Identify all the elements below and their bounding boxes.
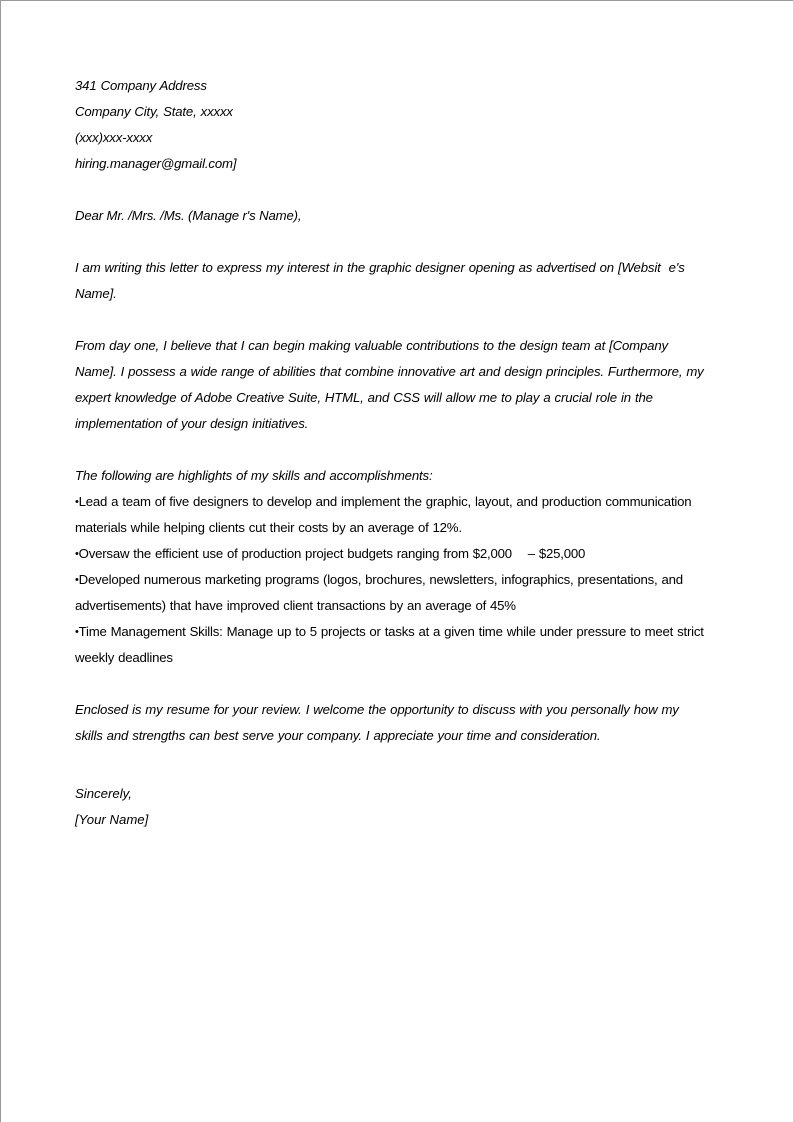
bullet-icon: • xyxy=(75,626,79,638)
salutation: Dear Mr. /Mrs. /Ms. (Manage r's Name), xyxy=(75,208,302,223)
address-line-1: 341 Company Address xyxy=(75,78,207,93)
skills-intro: The following are highlights of my skills and accomplishments: xyxy=(75,468,433,483)
accomplishments-list xyxy=(75,489,707,671)
signature-block xyxy=(75,781,707,833)
email-line: hiring.manager@gmail.com] xyxy=(75,156,237,171)
list-item-text: Lead a team of five designers to develop and implement the graphic, layout, and production communication materials while helping clients cut their costs by an average of 12%. xyxy=(75,494,696,535)
list-item xyxy=(75,489,707,541)
list-item xyxy=(75,619,707,671)
list-item xyxy=(75,567,707,619)
address-line-2: Company City, State, xxxxx xyxy=(75,104,233,119)
list-item xyxy=(75,541,707,567)
bullet-icon: • xyxy=(75,548,79,560)
spacer xyxy=(75,229,707,255)
spacer xyxy=(75,177,707,203)
phone-line: (xxx)xxx-xxxx xyxy=(75,130,153,145)
letter-body xyxy=(75,73,707,833)
spacer xyxy=(75,749,707,781)
paragraph-closing: Enclosed is my resume for your review. I welcome the opportunity to discuss with you personally how my skills and strengths can best serve your company. I appreciate your time and consideration. xyxy=(75,702,683,743)
signature-name: [Your Name] xyxy=(75,812,149,827)
paragraph-qualifications: From day one, I believe that I can begin making valuable contributions to the design team at [Company Name]. I possess a wide range of abilities that combine innovative art and design principles. Furthermore, my expert knowledge of Adobe Creative Suite, HTML, and CSS will allow me to play a crucial role in the implementation of your design initiatives. xyxy=(75,338,708,431)
list-item-text: Developed numerous marketing programs (logos, brochures, newsletters, infographics, presentations, and advertisements) that have improved client transactions by an average of 45% xyxy=(75,572,687,613)
spacer xyxy=(75,437,707,463)
bullet-icon: • xyxy=(75,574,79,586)
list-item-text: Oversaw the efficient use of production project budgets ranging from $2,000 – $25,000 xyxy=(78,546,586,561)
paragraph-intro: I am writing this letter to express my interest in the graphic designer opening as advertised on [Websit e's Name]. xyxy=(75,260,689,301)
spacer xyxy=(75,307,707,333)
list-item-text: Time Management Skills: Manage up to 5 projects or tasks at a given time while under pressure to meet strict weekly deadlines xyxy=(75,624,708,665)
closing-salutation: Sincerely, xyxy=(75,786,132,801)
spacer xyxy=(75,671,707,697)
bullet-icon: • xyxy=(75,496,79,508)
address-block xyxy=(75,73,707,177)
